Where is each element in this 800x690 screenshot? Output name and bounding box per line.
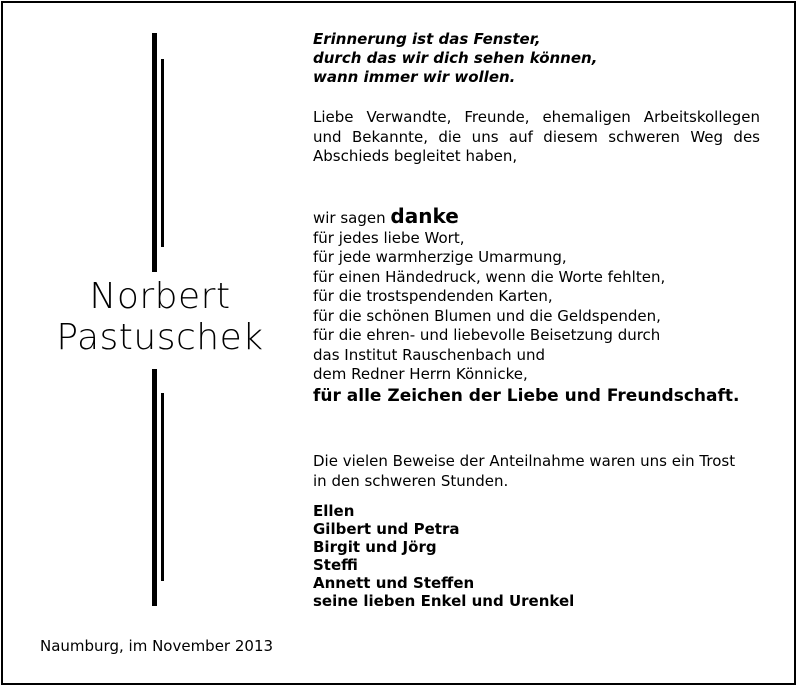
quote-line: Erinnerung ist das Fenster, <box>313 30 541 48</box>
signer: Birgit und Jörg <box>313 538 437 556</box>
signer: Gilbert und Petra <box>313 520 460 538</box>
signer: Annett und Steffen <box>313 574 475 592</box>
decor-bar-top-thin <box>161 59 164 247</box>
thanks-word: danke <box>390 204 459 228</box>
deceased-last-name: Pastuschek <box>56 317 264 358</box>
thanks-heading <box>313 204 783 229</box>
decor-bar-bottom-thin <box>161 393 164 581</box>
intro-paragraph: Liebe Verwandte, Freunde, ehemaligen Arbeitskollegen und Bekannte, die uns auf diesem schweren Weg des Abschieds begleitet haben, <box>313 108 760 165</box>
thanks-line: für jede warmherzige Umarmung, <box>313 248 567 266</box>
thanks-line: für einen Händedruck, wenn die Worte fehlten, <box>313 267 666 286</box>
thanks-prefix: wir sagen <box>313 209 391 227</box>
memorial-quote <box>313 30 773 87</box>
thanks-list <box>313 204 783 406</box>
quote-line: durch das wir dich sehen können, <box>313 49 598 67</box>
signers-list <box>313 502 574 610</box>
deceased-first-name: Norbert <box>89 276 231 317</box>
signer: Ellen <box>313 502 355 520</box>
thanks-line: dem Redner Herrn Könnicke, <box>313 365 528 383</box>
decor-bar-top-thick <box>152 33 157 272</box>
place-date: Naumburg, im November 2013 <box>40 637 274 655</box>
quote-line: wann immer wir wollen. <box>313 68 516 86</box>
thanks-line: für die schönen Blumen und die Geldspenden, <box>313 306 661 325</box>
thanks-line: für die trostspendenden Karten, <box>313 287 553 305</box>
thanks-line: das Institut Rauschenbach und <box>313 345 545 364</box>
thanks-closing: für alle Zeichen der Liebe und Freundschaft. <box>313 385 740 406</box>
thanks-line: für die ehren- und liebevolle Beisetzung durch <box>313 326 661 344</box>
decor-bar-bottom-thick <box>152 369 157 606</box>
thanks-line: für jedes liebe Wort, <box>313 228 465 247</box>
comfort-paragraph: Die vielen Beweise der Anteilnahme waren uns ein Trost in den schweren Stunden. <box>313 452 736 490</box>
signer: seine lieben Enkel und Urenkel <box>313 592 575 610</box>
signer: Steffi <box>313 556 358 574</box>
